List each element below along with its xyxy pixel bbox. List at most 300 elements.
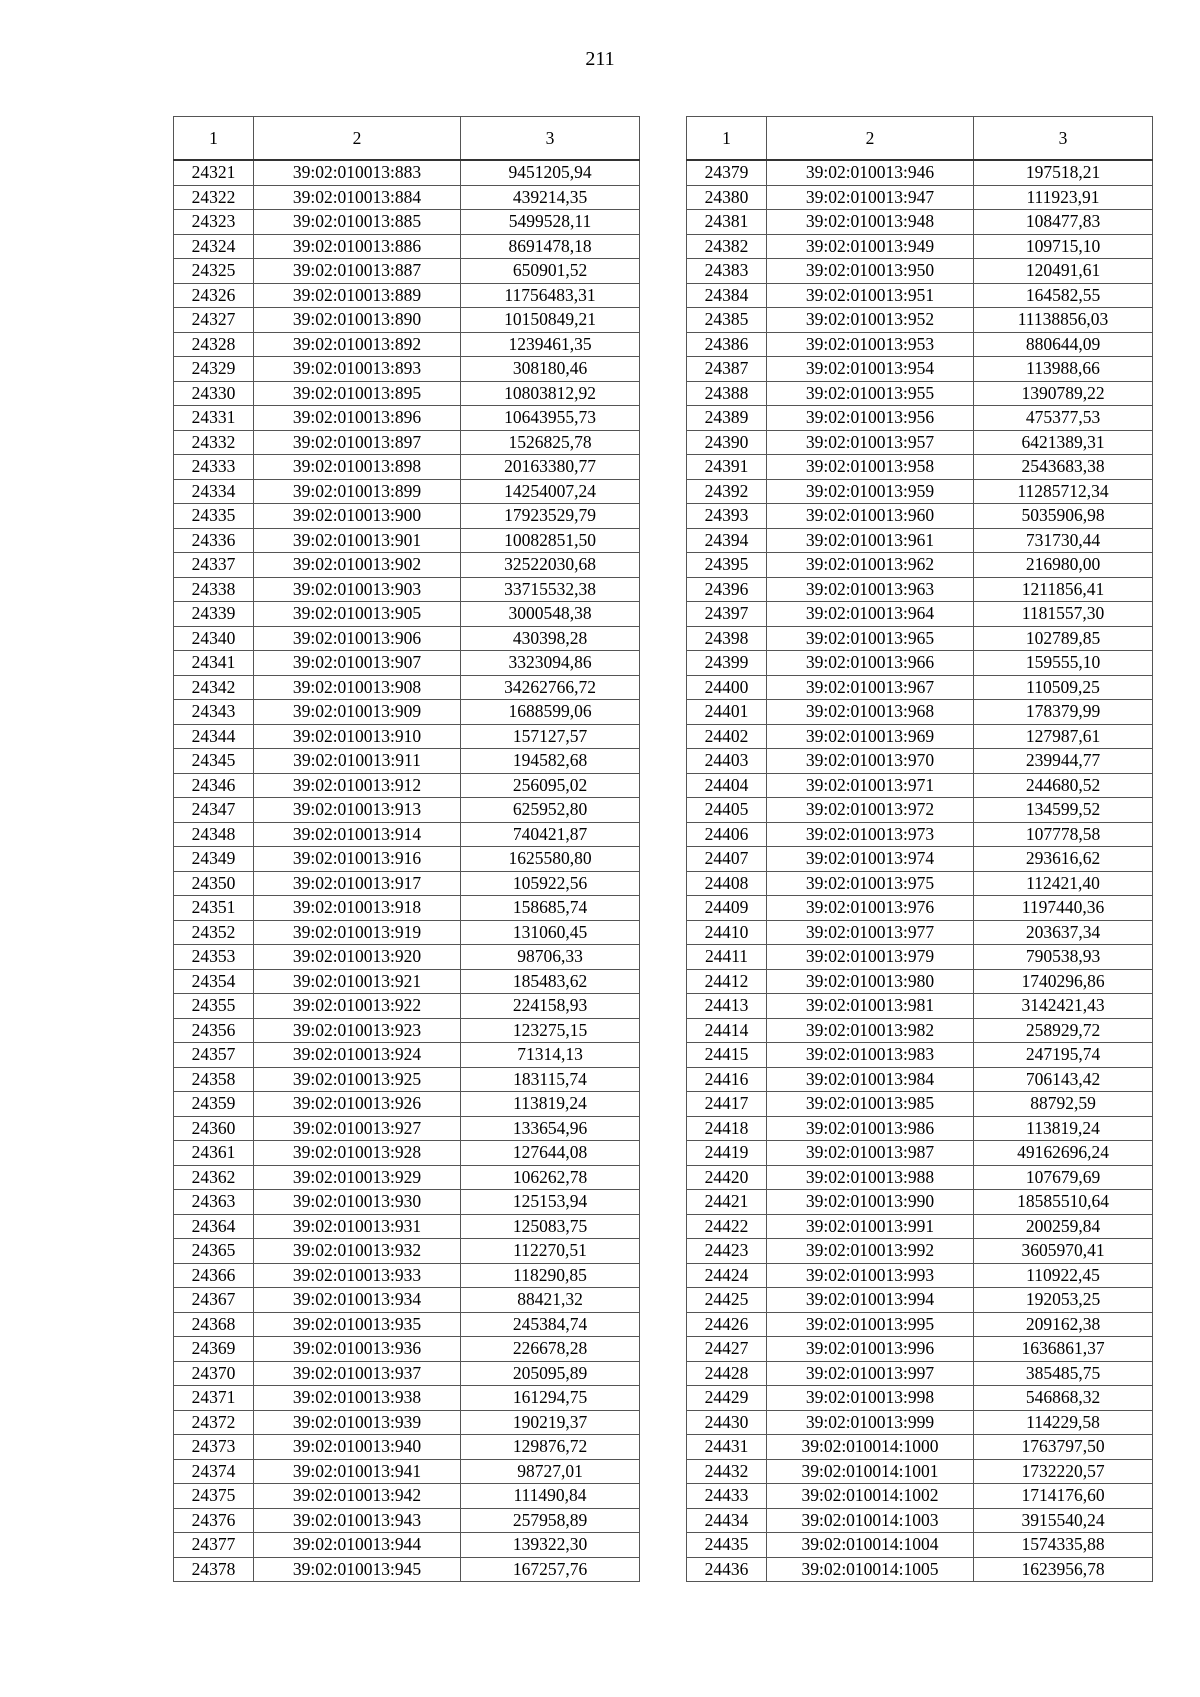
value-cell: 11138856,03 (974, 308, 1153, 333)
row-number-cell: 24356 (174, 1018, 254, 1043)
row-number-cell: 24415 (687, 1043, 767, 1068)
table-row (687, 1484, 1153, 1509)
row-number-cell: 24390 (687, 430, 767, 455)
row-number-cell: 24327 (174, 308, 254, 333)
table-row (174, 430, 640, 455)
row-number-cell: 24355 (174, 994, 254, 1019)
row-number-cell: 24349 (174, 847, 254, 872)
value-cell: 880644,09 (974, 332, 1153, 357)
value-cell: 110509,25 (974, 675, 1153, 700)
row-number-cell: 24423 (687, 1239, 767, 1264)
cadastral-number-cell: 39:02:010014:1000 (767, 1435, 974, 1460)
cadastral-number-cell: 39:02:010013:921 (254, 969, 461, 994)
row-number-cell: 24330 (174, 381, 254, 406)
row-number-cell: 24436 (687, 1557, 767, 1582)
cadastral-number-cell: 39:02:010013:895 (254, 381, 461, 406)
value-cell: 49162696,24 (974, 1141, 1153, 1166)
table-row (174, 577, 640, 602)
column-header-2: 2 (254, 117, 461, 161)
value-cell: 247195,74 (974, 1043, 1153, 1068)
cadastral-number-cell: 39:02:010013:884 (254, 185, 461, 210)
value-cell: 1732220,57 (974, 1459, 1153, 1484)
cadastral-number-cell: 39:02:010013:906 (254, 626, 461, 651)
cadastral-number-cell: 39:02:010013:986 (767, 1116, 974, 1141)
cadastral-number-cell: 39:02:010013:969 (767, 724, 974, 749)
value-cell: 1688599,06 (461, 700, 640, 725)
table-row (687, 626, 1153, 651)
row-number-cell: 24387 (687, 357, 767, 382)
value-cell: 10643955,73 (461, 406, 640, 431)
row-number-cell: 24366 (174, 1263, 254, 1288)
row-number-cell: 24321 (174, 160, 254, 185)
value-cell: 1625580,80 (461, 847, 640, 872)
cadastral-number-cell: 39:02:010013:963 (767, 577, 974, 602)
value-cell: 192053,25 (974, 1288, 1153, 1313)
table-row (687, 969, 1153, 994)
row-number-cell: 24365 (174, 1239, 254, 1264)
row-number-cell: 24325 (174, 259, 254, 284)
row-number-cell: 24401 (687, 700, 767, 725)
row-number-cell: 24430 (687, 1410, 767, 1435)
cadastral-number-cell: 39:02:010013:960 (767, 504, 974, 529)
table-row (687, 1190, 1153, 1215)
table-row (174, 479, 640, 504)
table-row (687, 308, 1153, 333)
cadastral-number-cell: 39:02:010013:937 (254, 1361, 461, 1386)
cadastral-number-cell: 39:02:010013:944 (254, 1533, 461, 1558)
value-cell: 3915540,24 (974, 1508, 1153, 1533)
cadastral-number-cell: 39:02:010013:943 (254, 1508, 461, 1533)
cadastral-number-cell: 39:02:010013:912 (254, 773, 461, 798)
row-number-cell: 24337 (174, 553, 254, 578)
value-cell: 185483,62 (461, 969, 640, 994)
row-number-cell: 24396 (687, 577, 767, 602)
value-cell: 11756483,31 (461, 283, 640, 308)
cadastral-number-cell: 39:02:010013:953 (767, 332, 974, 357)
cadastral-number-cell: 39:02:010013:996 (767, 1337, 974, 1362)
row-number-cell: 24388 (687, 381, 767, 406)
row-number-cell: 24410 (687, 920, 767, 945)
table-row (174, 259, 640, 284)
row-number-cell: 24373 (174, 1435, 254, 1460)
row-number-cell: 24422 (687, 1214, 767, 1239)
table-row (174, 896, 640, 921)
cadastral-number-cell: 39:02:010013:899 (254, 479, 461, 504)
value-cell: 203637,34 (974, 920, 1153, 945)
row-number-cell: 24428 (687, 1361, 767, 1386)
cadastral-number-cell: 39:02:010013:942 (254, 1484, 461, 1509)
row-number-cell: 24435 (687, 1533, 767, 1558)
row-number-cell: 24372 (174, 1410, 254, 1435)
value-cell: 133654,96 (461, 1116, 640, 1141)
row-number-cell: 24333 (174, 455, 254, 480)
row-number-cell: 24377 (174, 1533, 254, 1558)
value-cell: 1211856,41 (974, 577, 1153, 602)
value-cell: 197518,21 (974, 160, 1153, 185)
row-number-cell: 24332 (174, 430, 254, 455)
cadastral-number-cell: 39:02:010013:984 (767, 1067, 974, 1092)
value-cell: 125153,94 (461, 1190, 640, 1215)
value-cell: 3605970,41 (974, 1239, 1153, 1264)
row-number-cell: 24368 (174, 1312, 254, 1337)
table-row (687, 1361, 1153, 1386)
table-row (687, 553, 1153, 578)
table-row (687, 1508, 1153, 1533)
table-row (687, 1557, 1153, 1582)
value-cell: 9451205,94 (461, 160, 640, 185)
table-row (174, 773, 640, 798)
cadastral-number-cell: 39:02:010013:901 (254, 528, 461, 553)
value-cell: 125083,75 (461, 1214, 640, 1239)
row-number-cell: 24364 (174, 1214, 254, 1239)
table-row (687, 724, 1153, 749)
value-cell: 113819,24 (974, 1116, 1153, 1141)
row-number-cell: 24344 (174, 724, 254, 749)
table-row (174, 332, 640, 357)
table-row (174, 1312, 640, 1337)
row-number-cell: 24417 (687, 1092, 767, 1117)
table-row (174, 455, 640, 480)
value-cell: 1740296,86 (974, 969, 1153, 994)
cadastral-number-cell: 39:02:010013:941 (254, 1459, 461, 1484)
value-cell: 167257,76 (461, 1557, 640, 1582)
value-cell: 88792,59 (974, 1092, 1153, 1117)
row-number-cell: 24370 (174, 1361, 254, 1386)
table-row (174, 994, 640, 1019)
value-cell: 1763797,50 (974, 1435, 1153, 1460)
value-cell: 1623956,78 (974, 1557, 1153, 1582)
cadastral-number-cell: 39:02:010013:997 (767, 1361, 974, 1386)
row-number-cell: 24411 (687, 945, 767, 970)
value-cell: 546868,32 (974, 1386, 1153, 1411)
cadastral-number-cell: 39:02:010013:951 (767, 283, 974, 308)
row-number-cell: 24382 (687, 234, 767, 259)
row-number-cell: 24326 (174, 283, 254, 308)
value-cell: 2543683,38 (974, 455, 1153, 480)
table-row (687, 381, 1153, 406)
value-cell: 650901,52 (461, 259, 640, 284)
row-number-cell: 24384 (687, 283, 767, 308)
table-row (174, 1508, 640, 1533)
table-row (174, 749, 640, 774)
cadastral-number-cell: 39:02:010013:990 (767, 1190, 974, 1215)
table-row (687, 283, 1153, 308)
table-row (174, 1435, 640, 1460)
cadastral-number-cell: 39:02:010013:936 (254, 1337, 461, 1362)
row-number-cell: 24328 (174, 332, 254, 357)
table-row (174, 847, 640, 872)
value-cell: 216980,00 (974, 553, 1153, 578)
row-number-cell: 24343 (174, 700, 254, 725)
value-cell: 107679,69 (974, 1165, 1153, 1190)
value-cell: 245384,74 (461, 1312, 640, 1337)
table-row (174, 675, 640, 700)
value-cell: 256095,02 (461, 773, 640, 798)
table-row (687, 1141, 1153, 1166)
value-cell: 102789,85 (974, 626, 1153, 651)
cadastral-number-cell: 39:02:010013:938 (254, 1386, 461, 1411)
value-cell: 161294,75 (461, 1386, 640, 1411)
row-number-cell: 24374 (174, 1459, 254, 1484)
value-cell: 258929,72 (974, 1018, 1153, 1043)
row-number-cell: 24348 (174, 822, 254, 847)
row-number-cell: 24400 (687, 675, 767, 700)
table-row (174, 283, 640, 308)
cadastral-number-cell: 39:02:010013:920 (254, 945, 461, 970)
cadastral-number-cell: 39:02:010013:889 (254, 283, 461, 308)
cadastral-number-cell: 39:02:010013:919 (254, 920, 461, 945)
value-cell: 105922,56 (461, 871, 640, 896)
value-cell: 10803812,92 (461, 381, 640, 406)
row-number-cell: 24379 (687, 160, 767, 185)
cadastral-number-cell: 39:02:010013:980 (767, 969, 974, 994)
row-number-cell: 24352 (174, 920, 254, 945)
cadastral-number-cell: 39:02:010013:950 (767, 259, 974, 284)
table-row (687, 798, 1153, 823)
table-row (174, 602, 640, 627)
row-number-cell: 24322 (174, 185, 254, 210)
cadastral-number-cell: 39:02:010013:885 (254, 210, 461, 235)
table-row (174, 1018, 640, 1043)
cadastral-number-cell: 39:02:010013:985 (767, 1092, 974, 1117)
value-cell: 34262766,72 (461, 675, 640, 700)
column-header-3: 3 (974, 117, 1153, 161)
row-number-cell: 24363 (174, 1190, 254, 1215)
value-cell: 308180,46 (461, 357, 640, 382)
table-row (174, 234, 640, 259)
table-row (174, 553, 640, 578)
row-number-cell: 24359 (174, 1092, 254, 1117)
table-row (174, 1557, 640, 1582)
cadastral-number-cell: 39:02:010014:1004 (767, 1533, 974, 1558)
value-cell: 475377,53 (974, 406, 1153, 431)
value-cell: 11285712,34 (974, 479, 1153, 504)
table-row (687, 1067, 1153, 1092)
table-row (174, 1361, 640, 1386)
row-number-cell: 24398 (687, 626, 767, 651)
table-row (174, 1263, 640, 1288)
cadastral-number-cell: 39:02:010013:890 (254, 308, 461, 333)
cadastral-number-cell: 39:02:010013:976 (767, 896, 974, 921)
row-number-cell: 24434 (687, 1508, 767, 1533)
row-number-cell: 24420 (687, 1165, 767, 1190)
column-header-1: 1 (174, 117, 254, 161)
table-row (174, 700, 640, 725)
table-row (687, 430, 1153, 455)
table-row (174, 308, 640, 333)
table-row (687, 1288, 1153, 1313)
cadastral-number-cell: 39:02:010013:922 (254, 994, 461, 1019)
table-row (687, 602, 1153, 627)
row-number-cell: 24429 (687, 1386, 767, 1411)
cadastral-number-cell: 39:02:010013:964 (767, 602, 974, 627)
cadastral-number-cell: 39:02:010013:914 (254, 822, 461, 847)
row-number-cell: 24391 (687, 455, 767, 480)
value-cell: 178379,99 (974, 700, 1153, 725)
row-number-cell: 24421 (687, 1190, 767, 1215)
row-number-cell: 24427 (687, 1337, 767, 1362)
row-number-cell: 24360 (174, 1116, 254, 1141)
row-number-cell: 24409 (687, 896, 767, 921)
value-cell: 139322,30 (461, 1533, 640, 1558)
value-cell: 224158,93 (461, 994, 640, 1019)
table-row (174, 185, 640, 210)
cadastral-number-cell: 39:02:010013:927 (254, 1116, 461, 1141)
value-cell: 183115,74 (461, 1067, 640, 1092)
value-cell: 1197440,36 (974, 896, 1153, 921)
table-row (687, 847, 1153, 872)
cadastral-number-cell: 39:02:010013:994 (767, 1288, 974, 1313)
value-cell: 293616,62 (974, 847, 1153, 872)
value-cell: 3142421,43 (974, 994, 1153, 1019)
value-cell: 157127,57 (461, 724, 640, 749)
cadastral-number-cell: 39:02:010013:925 (254, 1067, 461, 1092)
table-row (687, 1214, 1153, 1239)
value-cell: 1239461,35 (461, 332, 640, 357)
row-number-cell: 24346 (174, 773, 254, 798)
value-cell: 790538,93 (974, 945, 1153, 970)
value-cell: 98727,01 (461, 1459, 640, 1484)
cadastral-number-cell: 39:02:010013:958 (767, 455, 974, 480)
table-row (174, 1410, 640, 1435)
cadastral-number-cell: 39:02:010013:923 (254, 1018, 461, 1043)
cadastral-number-cell: 39:02:010013:903 (254, 577, 461, 602)
value-cell: 1390789,22 (974, 381, 1153, 406)
cadastral-number-cell: 39:02:010013:883 (254, 160, 461, 185)
table-row (687, 210, 1153, 235)
cadastral-number-cell: 39:02:010013:982 (767, 1018, 974, 1043)
cadastral-number-cell: 39:02:010013:959 (767, 479, 974, 504)
cadastral-number-cell: 39:02:010013:932 (254, 1239, 461, 1264)
cadastral-number-cell: 39:02:010013:983 (767, 1043, 974, 1068)
value-cell: 112421,40 (974, 871, 1153, 896)
value-cell: 10082851,50 (461, 528, 640, 553)
table-row (687, 504, 1153, 529)
cadastral-number-cell: 39:02:010013:947 (767, 185, 974, 210)
row-number-cell: 24342 (174, 675, 254, 700)
table-row (174, 1239, 640, 1264)
value-cell: 113819,24 (461, 1092, 640, 1117)
row-number-cell: 24331 (174, 406, 254, 431)
cadastral-number-cell: 39:02:010013:967 (767, 675, 974, 700)
row-number-cell: 24412 (687, 969, 767, 994)
table-row (174, 1092, 640, 1117)
row-number-cell: 24403 (687, 749, 767, 774)
table-row (687, 920, 1153, 945)
cadastral-number-cell: 39:02:010014:1002 (767, 1484, 974, 1509)
table-row (174, 1116, 640, 1141)
row-number-cell: 24419 (687, 1141, 767, 1166)
table-row (687, 1116, 1153, 1141)
table-row (687, 234, 1153, 259)
value-cell: 17923529,79 (461, 504, 640, 529)
cadastral-number-cell: 39:02:010014:1005 (767, 1557, 974, 1582)
value-cell: 10150849,21 (461, 308, 640, 333)
row-number-cell: 24393 (687, 504, 767, 529)
row-number-cell: 24426 (687, 1312, 767, 1337)
row-number-cell: 24402 (687, 724, 767, 749)
table-row (174, 504, 640, 529)
table-row (174, 969, 640, 994)
value-cell: 205095,89 (461, 1361, 640, 1386)
row-number-cell: 24329 (174, 357, 254, 382)
cadastral-number-cell: 39:02:010013:929 (254, 1165, 461, 1190)
row-number-cell: 24334 (174, 479, 254, 504)
value-cell: 32522030,68 (461, 553, 640, 578)
value-cell: 3000548,38 (461, 602, 640, 627)
value-cell: 71314,13 (461, 1043, 640, 1068)
row-number-cell: 24335 (174, 504, 254, 529)
row-number-cell: 24399 (687, 651, 767, 676)
cadastral-number-cell: 39:02:010013:907 (254, 651, 461, 676)
value-cell: 18585510,64 (974, 1190, 1153, 1215)
cadastral-number-cell: 39:02:010013:946 (767, 160, 974, 185)
table-row (687, 1459, 1153, 1484)
data-table-right (686, 116, 1153, 1582)
value-cell: 127987,61 (974, 724, 1153, 749)
cadastral-number-cell: 39:02:010013:972 (767, 798, 974, 823)
cadastral-number-cell: 39:02:010013:917 (254, 871, 461, 896)
table-row (687, 773, 1153, 798)
value-cell: 98706,33 (461, 945, 640, 970)
value-cell: 113988,66 (974, 357, 1153, 382)
row-number-cell: 24389 (687, 406, 767, 431)
table-row (687, 259, 1153, 284)
column-header-3: 3 (461, 117, 640, 161)
table-row (174, 626, 640, 651)
row-number-cell: 24408 (687, 871, 767, 896)
cadastral-number-cell: 39:02:010013:971 (767, 773, 974, 798)
page-number: 211 (585, 48, 615, 70)
cadastral-number-cell: 39:02:010013:934 (254, 1288, 461, 1313)
value-cell: 190219,37 (461, 1410, 640, 1435)
table-row (687, 577, 1153, 602)
table-row (687, 332, 1153, 357)
cadastral-number-cell: 39:02:010013:939 (254, 1410, 461, 1435)
value-cell: 740421,87 (461, 822, 640, 847)
table-row (687, 871, 1153, 896)
row-number-cell: 24345 (174, 749, 254, 774)
table-row (174, 724, 640, 749)
cadastral-number-cell: 39:02:010013:913 (254, 798, 461, 823)
table-row (174, 651, 640, 676)
row-number-cell: 24324 (174, 234, 254, 259)
table-row (174, 871, 640, 896)
value-cell: 439214,35 (461, 185, 640, 210)
value-cell: 14254007,24 (461, 479, 640, 504)
cadastral-number-cell: 39:02:010013:962 (767, 553, 974, 578)
row-number-cell: 24367 (174, 1288, 254, 1313)
value-cell: 5499528,11 (461, 210, 640, 235)
cadastral-number-cell: 39:02:010013:988 (767, 1165, 974, 1190)
column-header-1: 1 (687, 117, 767, 161)
row-number-cell: 24432 (687, 1459, 767, 1484)
value-cell: 1526825,78 (461, 430, 640, 455)
cadastral-number-cell: 39:02:010013:900 (254, 504, 461, 529)
table-row (687, 896, 1153, 921)
value-cell: 1181557,30 (974, 602, 1153, 627)
value-cell: 430398,28 (461, 626, 640, 651)
cadastral-number-cell: 39:02:010013:954 (767, 357, 974, 382)
cadastral-number-cell: 39:02:010013:926 (254, 1092, 461, 1117)
cadastral-number-cell: 39:02:010013:918 (254, 896, 461, 921)
table-row (687, 1018, 1153, 1043)
row-number-cell: 24339 (174, 602, 254, 627)
row-number-cell: 24380 (687, 185, 767, 210)
cadastral-number-cell: 39:02:010013:896 (254, 406, 461, 431)
value-cell: 731730,44 (974, 528, 1153, 553)
value-cell: 239944,77 (974, 749, 1153, 774)
